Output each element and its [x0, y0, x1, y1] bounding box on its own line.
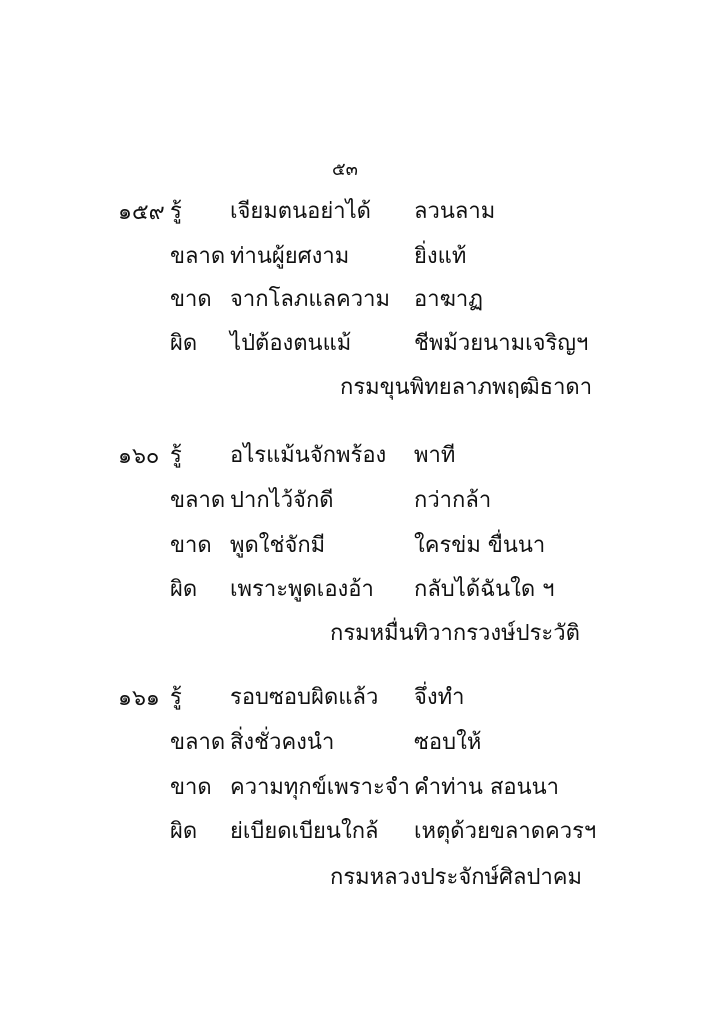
line-second-half: คำท่าน สอนนา [414, 775, 560, 800]
line-second-half: เหตุด้วยขลาดควรฯ [414, 819, 597, 844]
line-label: ขลาด [170, 244, 226, 269]
verse-line [0, 572, 708, 608]
verse-line [0, 680, 708, 716]
verse-line [0, 194, 708, 230]
line-first-half: อไรแม้นจักพร้อง [230, 443, 387, 468]
verse-line [0, 438, 708, 474]
line-second-half: ยิ่งแท้ [414, 244, 467, 269]
verse-line [0, 282, 708, 318]
line-second-half: กลับได้ฉันใด ฯ [414, 577, 555, 602]
line-label: รู้ [170, 199, 182, 224]
page-number: ๕๓ [332, 159, 358, 180]
line-label: ขาด [170, 533, 212, 558]
line-first-half: พูดใช่จักมี [230, 533, 326, 558]
line-label: รู้ [170, 685, 182, 710]
line-first-half: จากโลภแลความ [230, 287, 390, 312]
line-first-half: ท่านผู้ยศงาม [230, 244, 350, 269]
verse-number: ๑๖๐ [118, 444, 160, 469]
verse-line [0, 326, 708, 362]
line-second-half: ลวนลาม [414, 199, 496, 224]
verse-number: ๑๕๙ [118, 200, 165, 225]
line-label: ขลาด [170, 488, 226, 513]
line-second-half: ชีพม้วยนามเจริญฯ [414, 331, 589, 356]
verse-line [0, 814, 708, 850]
line-first-half: ย่เบียดเบียนใกล้ [230, 819, 379, 844]
line-label: ขาด [170, 287, 212, 312]
line-first-half: เจียมตนอย่าได้ [230, 199, 371, 224]
line-second-half: ซอบให้ [414, 730, 482, 755]
verse-line [0, 725, 708, 761]
line-second-half: ใครข่ม ขื่นนา [414, 533, 546, 558]
verse-line [0, 483, 708, 519]
line-label: ขลาด [170, 730, 226, 755]
verse-author: กรมหลวงประจักษ์ศิลปาคม [330, 865, 583, 890]
line-label: รู้ [170, 443, 182, 468]
line-second-half: พาที [414, 443, 456, 468]
line-first-half: ความทุกข์เพราะจำ [230, 775, 411, 800]
line-label: ขาด [170, 775, 212, 800]
line-second-half: จึ่งทำ [414, 685, 465, 710]
verse-line [0, 239, 708, 275]
line-label: ผิด [170, 819, 198, 844]
line-second-half: กว่ากล้า [414, 488, 492, 513]
line-second-half: อาฆาฏ [414, 287, 484, 312]
verse-author: กรมขุนพิทยลาภพฤฒิธาดา [340, 375, 593, 400]
verse-line [0, 528, 708, 564]
verse-author: กรมหมื่นทิวากรวงษ์ประวัติ [330, 621, 580, 646]
line-label: ผิด [170, 331, 198, 356]
verse-line [0, 770, 708, 806]
verse-number: ๑๖๑ [118, 686, 160, 711]
line-first-half: ปากไว้จักดี [230, 488, 334, 513]
line-first-half: เพราะพูดเองอ้า [230, 577, 374, 602]
line-first-half: สิ่งชั่วคงนำ [230, 730, 335, 755]
line-first-half: ไป่ต้องตนแม้ [230, 331, 352, 356]
line-first-half: รอบซอบผิดแล้ว [230, 685, 379, 710]
line-label: ผิด [170, 577, 198, 602]
